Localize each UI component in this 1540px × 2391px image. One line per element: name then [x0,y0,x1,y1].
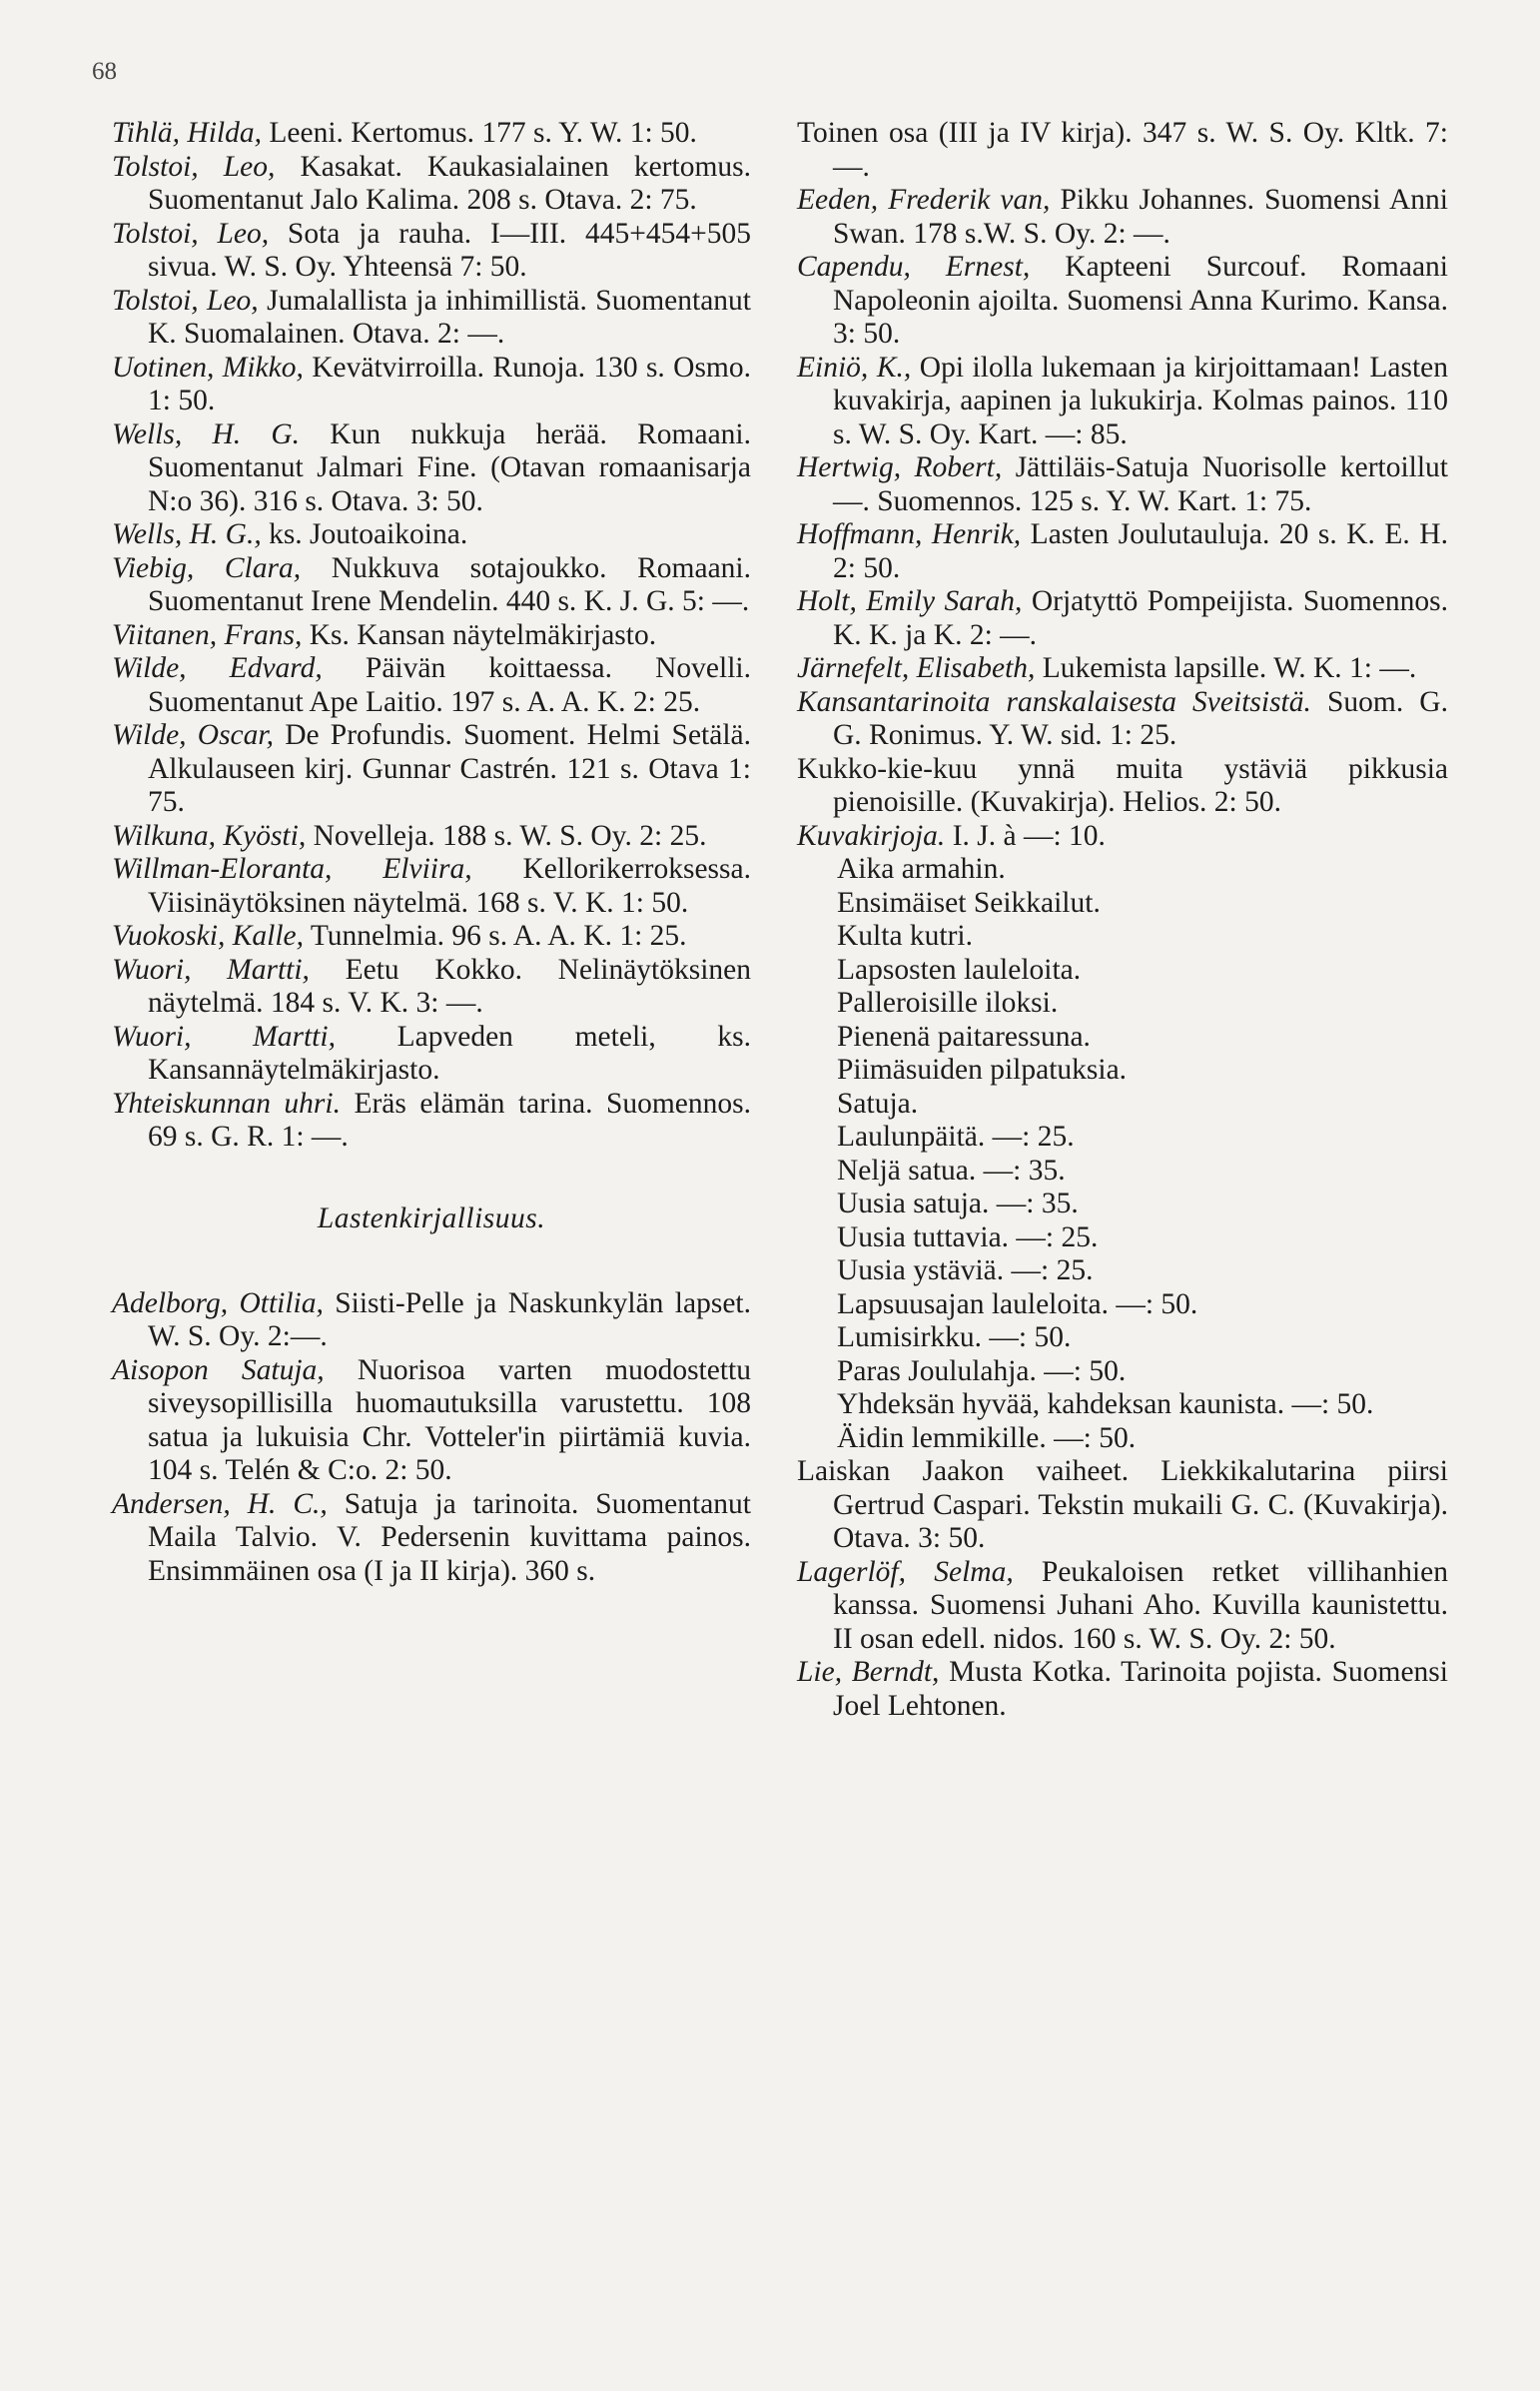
bibliography-entry [112,218,751,285]
entry-text: Musta Kotka. Tarinoita pojista. Suomensi Joel Lehtonen. [833,1656,1448,1722]
entry-text: Pikku Johannes. Suomensi Anni Swan. 178 s.W. S. Oy. 2: —. [833,184,1448,250]
entry-author: Hoffmann, Henrik, [797,518,1022,550]
kuvakirja-title: Uusia satuja. —: 35. [837,1188,1079,1219]
right-column [797,117,1448,1723]
entry-author: Tihlä, Hilda, [112,117,262,149]
right-entries-after [797,1455,1448,1723]
kuvakirja-title: Lumisirkku. —: 50. [837,1321,1072,1353]
entry-text: De Profundis. Suoment. Helmi Setälä. Alkulauseen kirj. Gunnar Castrén. 121 s. Otava 1: 75. [148,719,751,818]
entry-author: Tolstoi, Leo, [112,284,259,317]
entry-author: Wuori, Martti, [112,1020,336,1053]
entry-text: Päivän koittaessa. Novelli. Suomentanut Ape Laitio. 197 s. A. A. K. 2: 25. [148,652,751,718]
bibliography-entry [112,920,751,954]
bibliography-entry [797,518,1448,585]
entry-author: Wilde, Edvard, [112,652,323,684]
entry-author: Kansantarinoita ranskalaisesta Sveitsistä. [797,685,1311,718]
bibliography-entry [797,451,1448,518]
kuvakirja-title: Pienenä paitaressuna. [837,1020,1091,1053]
kuvakirja-title: Aika armahin. [837,853,1006,885]
entry-text: Novelleja. 188 s. W. S. Oy. 2: 25. [306,819,707,852]
entry-author: Viebig, Clara, [112,551,302,584]
bibliography-entry [112,1488,751,1589]
entry-author: Kuvakirjoja. [797,819,946,852]
entry-author: Wilde, Oscar, [112,719,274,751]
entry-author: Capendu, Ernest, [797,251,1031,283]
kuvakirja-title: Ensimäiset Seikkailut. [837,886,1101,919]
entry-author: Yhteiskunnan uhri. [112,1087,341,1120]
kuvakirja-title: Neljä satua. —: 35. [837,1154,1066,1187]
bibliography-entry [797,753,1448,820]
entry-author: Willman-Eloranta, Elviira, [112,853,472,885]
entry-text: Peukaloisen retket villihanhien kanssa. Suomensi Juhani Aho. Kuvilla kaunistettu. II osan edell. nidos. 160 s. W. S. Oy. 2: 50. [833,1555,1449,1655]
bibliography-entry [112,552,751,619]
entry-author: Wilkuna, Kyösti, [112,819,307,852]
bibliography-entry [112,719,751,820]
bibliography-entry [797,352,1448,452]
bibliography-entry [797,184,1448,251]
kuvakirja-title: Satuja. [837,1087,919,1120]
bibliography-entry [112,352,751,418]
entry-text: Satuja ja tarinoita. Suomentanut Maila Talvio. V. Pedersenin kuvittama painos. Ensimmäinen osa (I ja II kirja). 360 s. [148,1487,751,1587]
bibliography-entry [112,1021,751,1088]
bibliography-entry [112,1287,751,1354]
kuvakirja-title: Äidin lemmikille. —: 50. [837,1421,1137,1454]
entry-text: Lapveden meteli, ks. Kansannäytelmäkirjasto. [148,1020,751,1086]
bibliography-entry [797,585,1448,652]
entry-author: Viitanen, Frans, [112,618,303,651]
kuvakirja-title: Lapsosten lauleloita. [837,953,1082,986]
bibliography-entry [112,117,751,151]
entry-author: Tolstoi, Leo, [112,150,276,183]
kuvakirja-title: Piimäsuiden pilpatuksia. [837,1054,1128,1086]
bibliography-entry [112,619,751,653]
entry-author: Einiö, K., [797,351,912,384]
bibliography-entry [797,251,1448,352]
entry-text: Lukemista lapsille. W. K. 1: —. [1035,652,1417,684]
kuvakirja-title: Laulunpäitä. —: 25. [837,1121,1075,1153]
page-number: 68 [92,58,117,85]
entry-text: Eetu Kokko. Nelinäytöksinen näytelmä. 184 s. V. K. 3: —. [148,953,752,1019]
bibliography-entry [112,151,751,218]
entry-text: Sota ja rauha. I—III. 445+454+505 sivua. W. S. Oy. Yhteensä 7: 50. [148,217,751,283]
left-column [112,117,751,1588]
bibliography-entry [112,285,751,352]
entry-text: Toinen osa (III ja IV kirja). 347 s. W. S. Oy. Kltk. 7: —. [797,117,1448,183]
entry-author: Aisopon Satuja, [112,1353,325,1386]
entry-author: Järnefelt, Elisabeth, [797,652,1036,684]
entry-author: Wells, H. G., [112,518,262,550]
left-entries [112,117,751,1155]
entry-text: Siisti-Pelle ja Naskunkylän lapset. W. S. Oy. 2:—. [148,1286,751,1352]
entry-author: Lagerlöf, Selma, [797,1555,1014,1588]
entry-text: Orjatyttö Pompeijista. Suomennos. K. K. ja K. 2: —. [833,585,1448,651]
entry-text: Tunnelmia. 96 s. A. A. K. 1: 25. [303,920,687,952]
bibliography-entry [797,1656,1448,1723]
entry-text: Leeni. Kertomus. 177 s. Y. W. 1: 50. [262,117,697,149]
bibliography-entry [112,1088,751,1155]
entry-text: Opi ilolla lukemaan ja kirjoittamaan! Lasten kuvakirja, aapinen ja lukukirja. Kolmas painos. 110 s. W. S. Oy. Kart. —: 85. [833,351,1449,450]
kuvakirja-title: Uusia ystäviä. —: 25. [837,1254,1094,1286]
entry-text: Kun nukkuja herää. Romaani. Suomentanut Jalmari Fine. (Otavan romaanisarja N:o 36). 316 s. Otava. 3: 50. [148,417,751,517]
entry-author: Lie, Berndt, [797,1656,940,1688]
entry-author: Wuori, Martti, [112,953,310,986]
entry-author: Vuokoski, Kalle, [112,920,304,952]
entry-author: Eeden, Frederik van, [797,184,1051,216]
entry-text: Nuorisoa varten muodostettu siveysopillisilla huomautuksilla varustettu. 108 satua ja lukuisia Chr. Votteler'in piirtämiä kuvia. 104 s. Telén & C:o. 2: 50. [148,1353,751,1486]
bibliography-entry [112,820,751,854]
bibliography-entry [112,1354,751,1488]
right-entries [797,117,1448,853]
kuvakirja-title: Lapsuusajan lauleloita. —: 50. [837,1287,1198,1320]
bibliography-entry [797,820,1448,854]
kuvakirja-title: Palleroisille iloksi. [837,987,1059,1019]
entry-text: Jumalallista ja inhimillistä. Suomentanut K. Suomalainen. Otava. 2: —. [148,284,751,350]
bibliography-entry [797,1556,1448,1657]
entry-text: Kukko-kie-kuu ynnä muita ystäviä pikkusia pienoisille. (Kuvakirja). Helios. 2: 50. [797,752,1448,818]
entry-text: Laiskan Jaakon vaiheet. Liekkikalutarina piirsi Gertrud Caspari. Tekstin mukaili G. C. (Kuvakirja). Otava. 3: 50. [797,1455,1448,1554]
bibliography-entry [112,954,751,1021]
bibliography-entry [112,518,751,552]
entry-text: ks. Joutoaikoina. [261,518,468,550]
kuvakirjoja-list [797,853,1448,1455]
entry-text: Ks. Kansan näytelmäkirjasto. [302,618,657,651]
kuvakirja-title: Kulta kutri. [837,920,974,952]
entry-text: Eräs elämän tarina. Suomennos. 69 s. G. R. 1: —. [148,1087,751,1153]
entry-author: Andersen, H. C., [112,1487,328,1520]
entry-author: Wells, H. G. [112,417,301,450]
kuvakirja-title: Paras Joululahja. —: 50. [837,1354,1127,1387]
entry-text: Jättiläis-Satuja Nuorisolle kertoillut—. Suomennos. 125 s. Y. W. Kart. 1: 75. [833,451,1448,517]
entry-text: Lasten Joulutauluja. 20 s. K. E. H. 2: 50. [833,518,1448,584]
entry-text: Kellorikerroksessa. Viisinäytöksinen näytelmä. 168 s. V. K. 1: 50. [148,853,751,919]
bibliography-entry [797,1455,1448,1556]
left-entries-children [112,1287,751,1589]
entry-text: I. J. à —: 10. [945,819,1106,852]
entry-author: Adelborg, Ottilia, [112,1286,324,1319]
entry-author: Uotinen, Mikko, [112,351,304,384]
entry-author: Tolstoi, Leo, [112,217,270,250]
kuvakirja-title: Uusia tuttavia. —: 25. [837,1220,1099,1253]
entry-author: Hertwig, Robert, [797,451,1003,483]
kuvakirja-title: Yhdeksän hyvää, kahdeksan kaunista. —: 50. [837,1388,1374,1420]
entry-text: Kevätvirroilla. Runoja. 130 s. Osmo. 1: 50. [148,351,752,416]
entry-author: Holt, Emily Sarah, [797,585,1023,617]
bibliography-entry [112,652,751,719]
section-title: Lastenkirjallisuus. [317,1201,546,1234]
entry-text: Kapteeni Surcouf. Romaani Napoleonin ajoilta. Suomensi Anna Kurimo. Kansa. 3: 50. [833,251,1448,350]
bibliography-entry [797,117,1448,184]
entry-text: Nukkuva sotajoukko. Romaani. Suomentanut Irene Mendelin. 440 s. K. J. G. 5: —. [148,551,752,617]
bibliography-entry [797,652,1448,686]
bibliography-entry [797,686,1448,753]
entry-text: Suom. G. G. Ronimus. Y. W. sid. 1: 25. [833,685,1448,751]
entry-text: Kasakat. Kaukasialainen kertomus. Suomentanut Jalo Kalima. 208 s. Otava. 2: 75. [148,150,751,216]
bibliography-entry [112,853,751,920]
bibliography-entry [112,418,751,519]
